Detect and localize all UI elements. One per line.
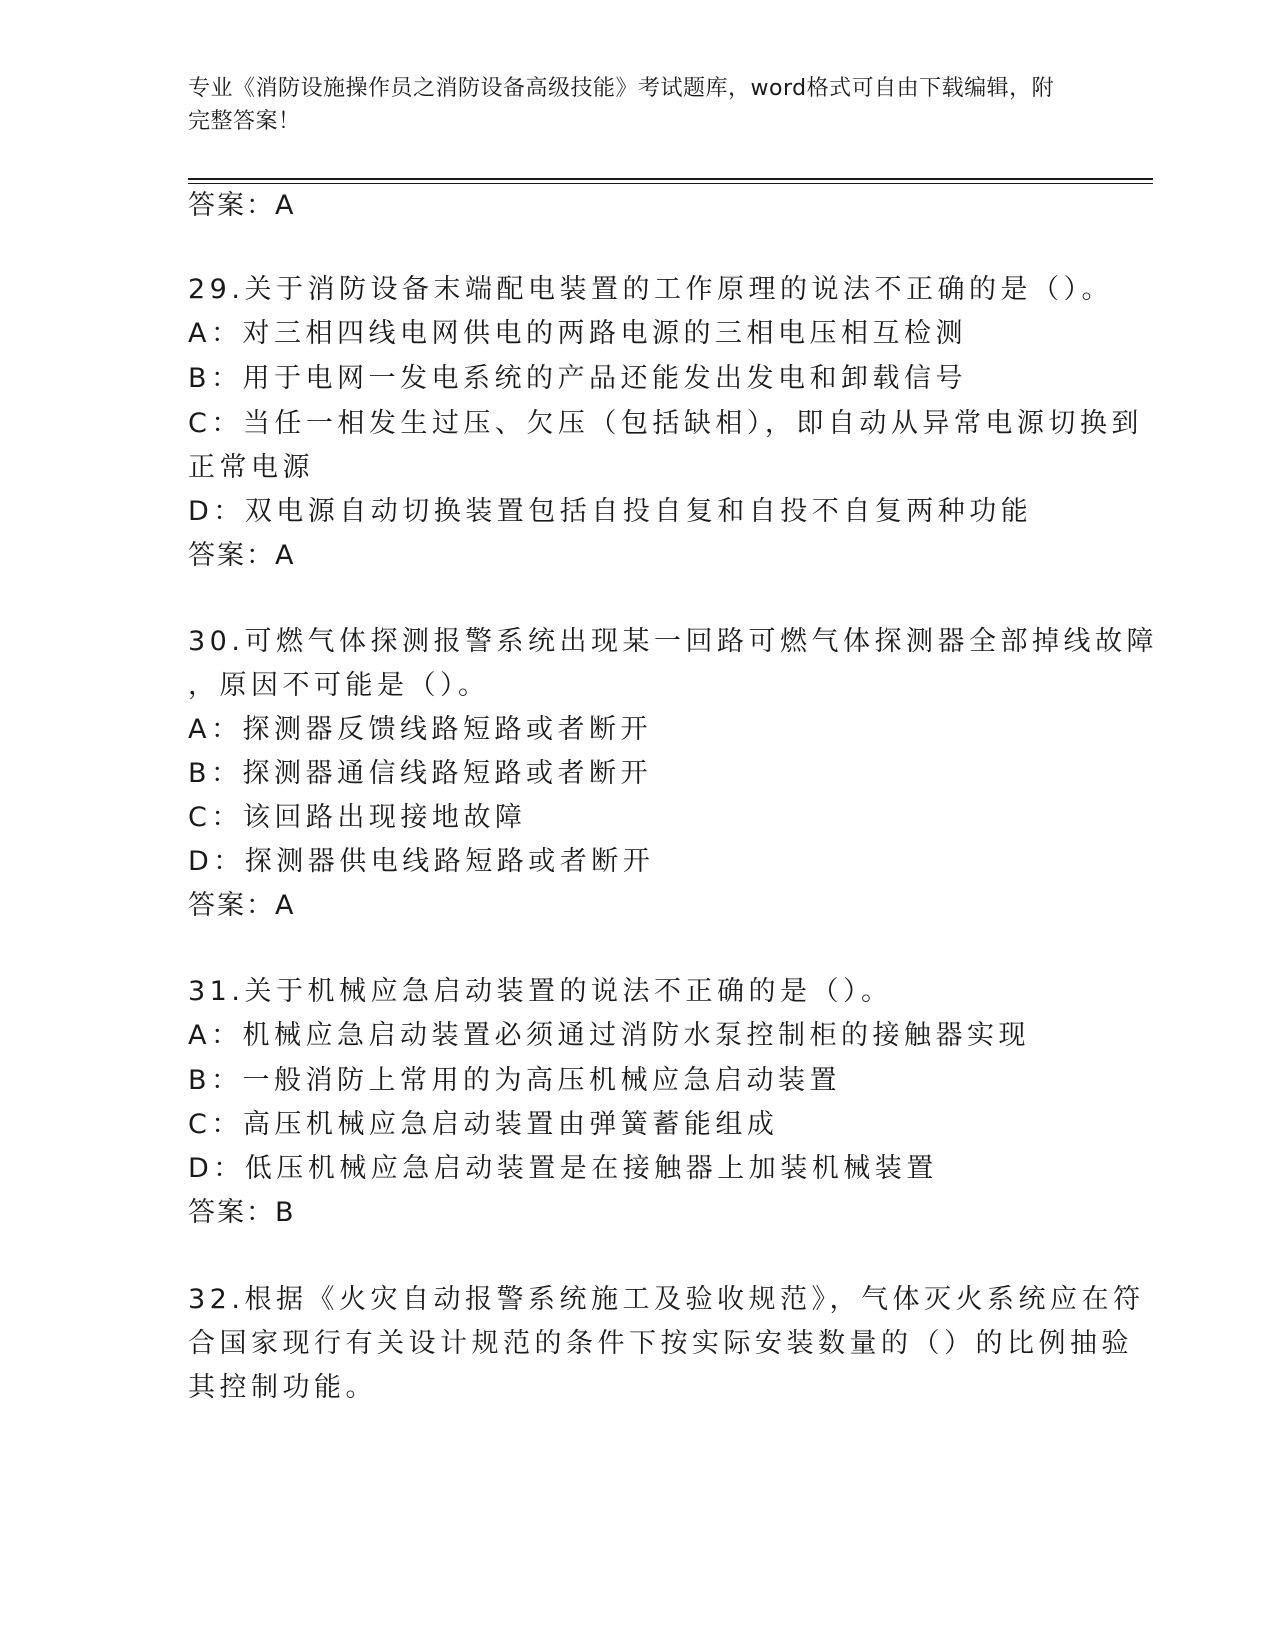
question-29-option-a: A：对三相四线电网供电的两路电源的三相电压相互检测 xyxy=(188,318,967,349)
answer-28: 答案：A xyxy=(188,190,296,221)
question-30-stem-cont: ，原因不可能是（）。 xyxy=(188,670,490,701)
question-29-option-c: C：当任一相发生过压、欠压（包括缺相），即自动从异常电源切换到 xyxy=(188,408,1143,439)
question-31-option-d: D：低压机械应急启动装置是在接触器上加装机械装置 xyxy=(188,1153,938,1184)
question-32-stem-cont-1: 合国家现行有关设计规范的条件下按实际安装数量的（）的比例抽验 xyxy=(188,1328,1133,1359)
question-31-option-a: A：机械应急启动装置必须通过消防水泵控制柜的接触器实现 xyxy=(188,1020,1030,1051)
answer-30: 答案：A xyxy=(188,890,296,921)
answer-29: 答案：A xyxy=(188,540,296,571)
question-31-stem: 31.关于机械应急启动装置的说法不正确的是（）。 xyxy=(188,976,893,1007)
question-31-option-b: B：一般消防上常用的为高压机械应急启动装置 xyxy=(188,1065,842,1096)
question-29-stem: 29.关于消防设备末端配电装置的工作原理的说法不正确的是（）。 xyxy=(188,274,1113,305)
question-30-option-d: D：探测器供电线路短路或者断开 xyxy=(188,846,655,877)
question-30-option-b: B：探测器通信线路短路或者断开 xyxy=(188,758,653,789)
question-29-option-d: D：双电源自动切换装置包括自投自复和自投不自复两种功能 xyxy=(188,496,1033,527)
question-29-option-c-cont: 正常电源 xyxy=(188,452,314,483)
question-30-option-c: C：该回路出现接地故障 xyxy=(188,802,527,833)
document-header: 专业《消防设施操作员之消防设备高级技能》考试题库，word格式可自由下载编辑，附完整答案！ xyxy=(188,76,1055,134)
question-31-option-c: C：高压机械应急启动装置由弹簧蓄能组成 xyxy=(188,1109,779,1140)
header-divider-thin xyxy=(188,183,1153,184)
question-29-option-b: B：用于电网一发电系统的产品还能发出发电和卸载信号 xyxy=(188,363,968,394)
question-32-stem-cont-2: 其控制功能。 xyxy=(188,1372,377,1403)
question-32-stem: 32.根据《火灾自动报警系统施工及验收规范》，气体灭火系统应在符 xyxy=(188,1284,1145,1315)
question-30-option-a: A：探测器反馈线路短路或者断开 xyxy=(188,714,652,745)
answer-31: 答案：B xyxy=(188,1197,296,1228)
header-divider-thick xyxy=(188,178,1153,180)
question-30-stem: 30.可燃气体探测报警系统出现某一回路可燃气体探测器全部掉线故障 xyxy=(188,626,1158,657)
